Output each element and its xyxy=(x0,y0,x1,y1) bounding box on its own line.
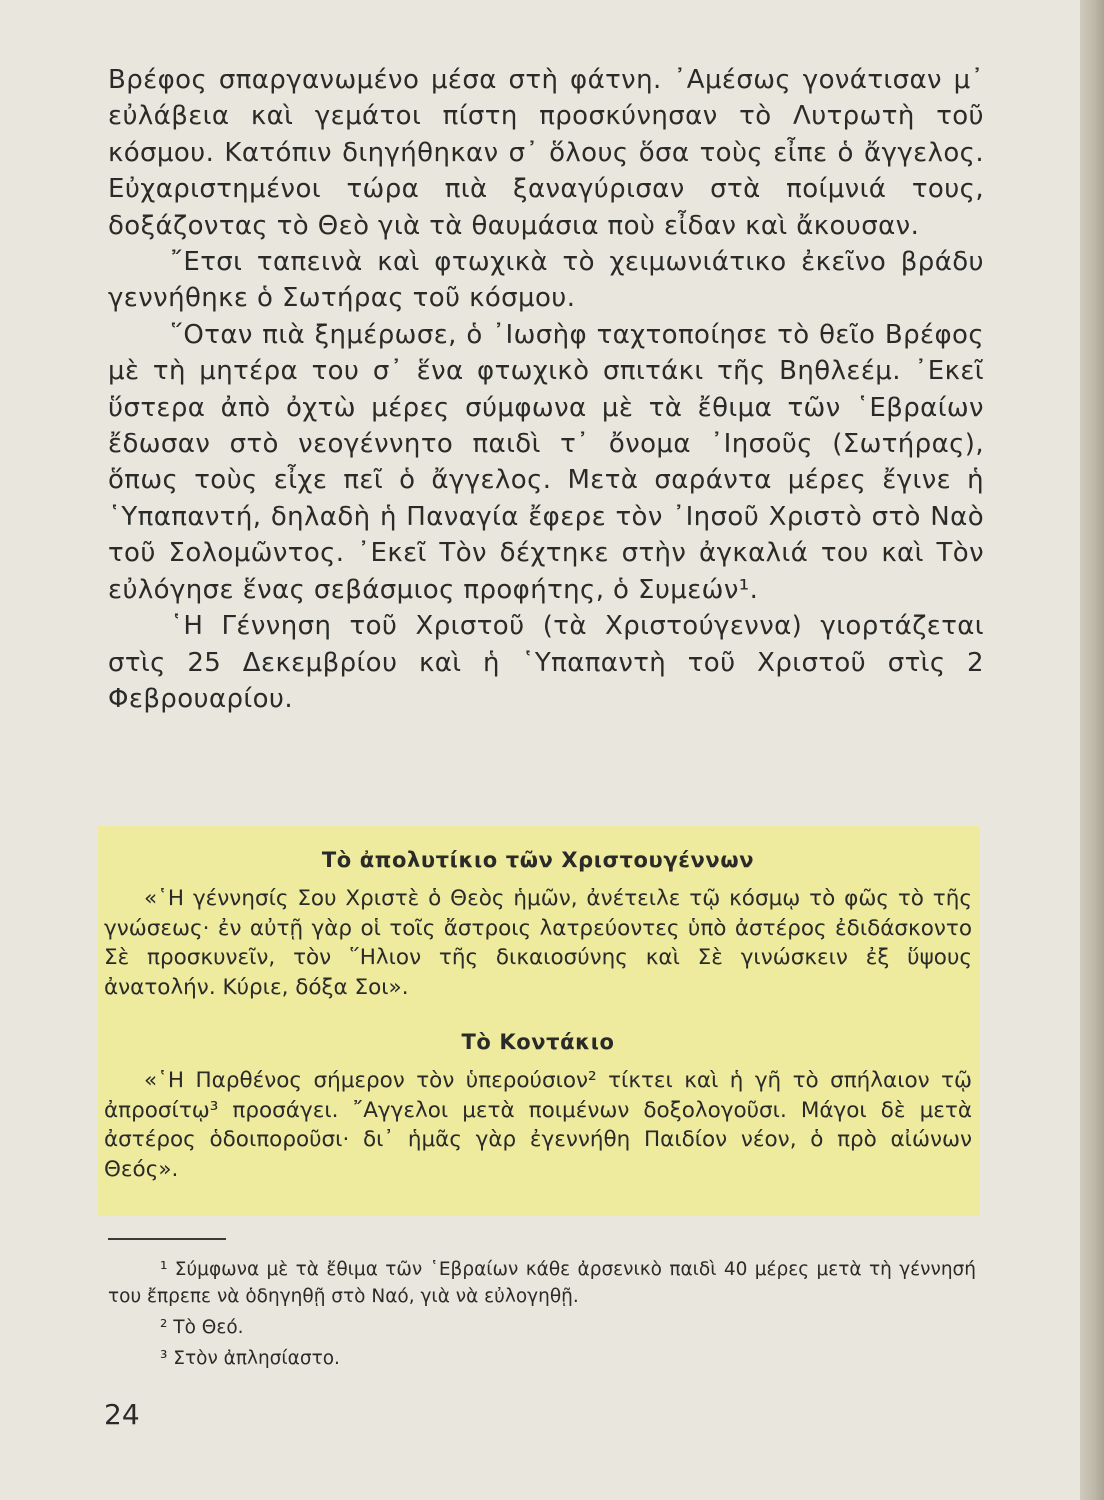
paragraph-3: ῞Οταν πιὰ ξημέρωσε, ὁ ᾿Ιωσὴφ ταχτοποίησε τὸ θεῖο Βρέφος μὲ τὴ μητέρα του σ᾿ ἕνα φτωχικὸ σπιτάκι τῆς Βηθλεέμ. ᾿Εκεῖ ὕστερα ἀπὸ ὀχτὼ μέρες σύμφωνα μὲ τὰ ἔθιμα τῶν ῾Εβραίων ἔδωσαν στὸ νεογέννητο παιδὶ τ᾿ ὄνομα ᾿Ιησοῦς (Σωτήρας), ὅπως τοὺς εἶχε πεῖ ὁ ἄγγελος. Μετὰ σαράντα μέρες ἔγινε ἡ ῾Υπαπαντή, δηλαδὴ ἡ Παναγία ἔφερε τὸν ᾿Ιησοῦ Χριστὸ στὸ Ναὸ τοῦ Σολομῶντος. ᾿Εκεῖ Τὸν δέχτηκε στὴν ἀγκαλιά του καὶ Τὸν εὐλόγησε ἕνας σεβάσμιος προφήτης, ὁ Συμεών¹. xyxy=(108,319,984,605)
paragraph-1: Βρέφος σπαργανωμένο μέσα στὴ φάτνη. ᾿Αμέσως γονάτισαν μ᾿ εὐλάβεια καὶ γεμάτοι πίστη προσκύνησαν τὸ Λυτρωτὴ τοῦ κόσμου. Κατόπιν διηγήθηκαν σ᾿ ὅλους ὅσα τοὺς εἶπε ὁ ἄγγελος. Εὐχαριστημένοι τώρα πιὰ ξαναγύρισαν στὰ ποίμνιά τους, δοξάζοντας τὸ Θεὸ γιὰ τὰ θαυμάσια ποὺ εἶδαν καὶ ἄκουσαν. xyxy=(108,65,984,241)
kontakion-heading: Τὸ Κοντάκιο xyxy=(461,1030,615,1054)
page-number: 24 xyxy=(104,1398,140,1431)
paragraph-4: ῾Η Γέννηση τοῦ Χριστοῦ (τὰ Χριστούγεννα) γιορτάζεται στὶς 25 Δεκεμβρίου καὶ ἡ ῾Υπαπαντὴ τοῦ Χριστοῦ στὶς 2 Φεβρουαρίου. xyxy=(108,611,984,714)
kontakion-text: «῾Η Παρθένος σήμερον τὸν ὑπερούσιον² τίκτει καὶ ἡ γῆ τὸ σπήλαιον τῷ ἀπροσίτῳ³ προσάγει. ῎Αγγελοι μετὰ ποιμένων δοξολογοῦσι. Μάγοι δὲ μετὰ ἀστέρος ὁδοιποροῦσι· δι᾿ ἡμᾶς γὰρ ἐγεννήθη Παιδίον νέον, ὁ πρὸ αἰώνων Θεός». xyxy=(104,1068,972,1182)
apolytikion-text: «῾Η γέννησίς Σου Χριστὲ ὁ Θεὸς ἡμῶν, ἀνέτειλε τῷ κόσμῳ τὸ φῶς τὸ τῆς γνώσεως· ἐν αὐτῇ γὰρ οἱ τοῖς ἄστροις λατρεύοντες ὑπὸ ἀστέρος ἐδιδάσκοντο Σὲ προσκυνεῖν, τὸν ῞Ηλιον τῆς δικαιοσύνης καὶ Σὲ γινώσκειν ἐξ ὕψους ἀνατολήν. Κύριε, δόξα Σοι». xyxy=(104,886,972,1000)
hymns-box xyxy=(98,826,980,1216)
footnote-3: ³ Στὸν ἀπλησίαστο. xyxy=(160,1348,340,1369)
apolytikion-heading: Τὸ ἀπολυτίκιο τῶν Χριστουγέννων xyxy=(321,848,755,872)
footnote-1: ¹ Σύμφωνα μὲ τὰ ἔθιμα τῶν ῾Εβραίων κάθε ἀρσενικὸ παιδὶ 40 μέρες μετὰ τὴ γέννησή του ἔπρεπε νὰ ὁδηγηθῇ στὸ Ναό, γιὰ νὰ εὐλογηθῇ. xyxy=(108,1259,976,1307)
footnotes xyxy=(108,1256,976,1376)
paragraph-2: ῎Ετσι ταπεινὰ καὶ φτωχικὰ τὸ χειμωνιάτικο ἐκεῖνο βράδυ γεννήθηκε ὁ Σωτήρας τοῦ κόσμου. xyxy=(108,247,984,314)
main-text xyxy=(108,62,984,717)
book-spine-edge xyxy=(1080,0,1104,1500)
footnote-divider xyxy=(108,1238,226,1240)
footnote-2: ² Τὸ Θεό. xyxy=(160,1317,244,1338)
